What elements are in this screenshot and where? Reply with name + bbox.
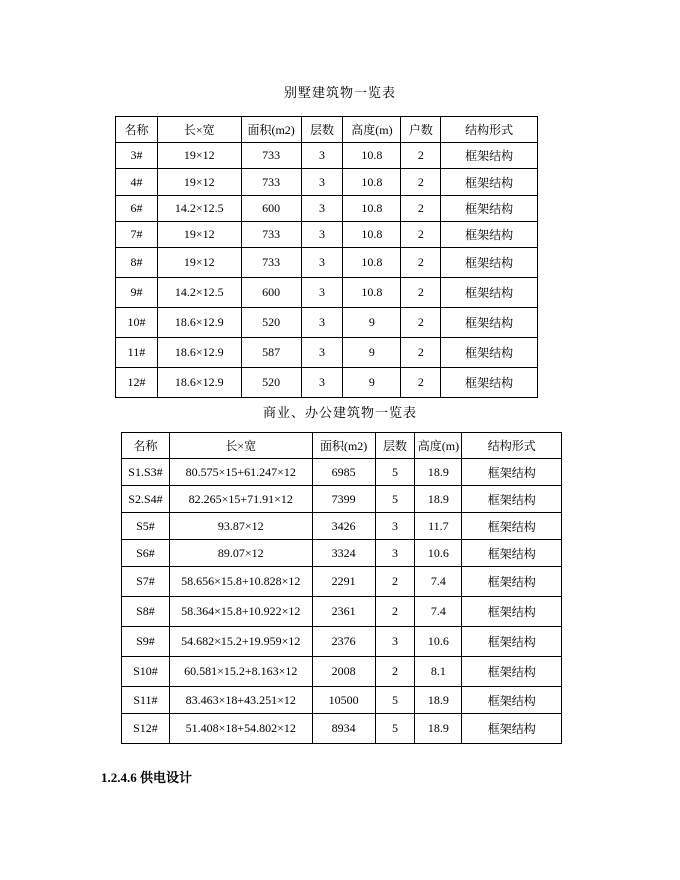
col-name: 名称 <box>122 433 170 459</box>
cell-units: 2 <box>401 278 441 308</box>
cell-dimensions: 93.87×12 <box>169 513 312 540</box>
cell-floors: 3 <box>301 338 343 368</box>
cell-name: S7# <box>122 567 170 597</box>
cell-structure: 框架结构 <box>441 278 538 308</box>
cell-name: 3# <box>116 143 158 169</box>
cell-floors: 3 <box>301 222 343 248</box>
cell-structure: 框架结构 <box>462 597 562 627</box>
cell-structure: 框架结构 <box>462 540 562 567</box>
cell-floors: 5 <box>375 486 415 513</box>
cell-name: 10# <box>116 308 158 338</box>
cell-area: 2291 <box>312 567 375 597</box>
table-row <box>122 687 562 714</box>
cell-dimensions: 80.575×15+61.247×12 <box>169 459 312 486</box>
cell-floors: 3 <box>301 248 343 278</box>
cell-height: 11.7 <box>415 513 462 540</box>
cell-name: S11# <box>122 687 170 714</box>
cell-structure: 框架结构 <box>462 657 562 687</box>
cell-units: 2 <box>401 248 441 278</box>
table-row <box>116 248 538 278</box>
cell-dimensions: 58.656×15.8+10.828×12 <box>169 567 312 597</box>
cell-area: 520 <box>241 308 301 338</box>
table-row <box>122 597 562 627</box>
cell-units: 2 <box>401 338 441 368</box>
col-dimensions: 长×宽 <box>169 433 312 459</box>
cell-floors: 3 <box>301 196 343 222</box>
cell-name: 8# <box>116 248 158 278</box>
cell-units: 2 <box>401 143 441 169</box>
cell-floors: 3 <box>375 513 415 540</box>
cell-floors: 3 <box>301 143 343 169</box>
cell-height: 7.4 <box>415 597 462 627</box>
cell-dimensions: 14.2×12.5 <box>157 278 241 308</box>
cell-structure: 框架结构 <box>462 687 562 714</box>
col-height: 高度(m) <box>415 433 462 459</box>
cell-height: 9 <box>343 368 401 398</box>
cell-structure: 框架结构 <box>441 368 538 398</box>
cell-structure: 框架结构 <box>441 222 538 248</box>
cell-structure: 框架结构 <box>462 567 562 597</box>
cell-height: 8.1 <box>415 657 462 687</box>
table-row <box>116 278 538 308</box>
cell-structure: 框架结构 <box>462 513 562 540</box>
table-row <box>116 196 538 222</box>
villa-buildings-table <box>115 116 538 398</box>
cell-units: 2 <box>401 308 441 338</box>
cell-height: 18.9 <box>415 486 462 513</box>
col-area: 面积(m2) <box>312 433 375 459</box>
cell-area: 7399 <box>312 486 375 513</box>
cell-name: 12# <box>116 368 158 398</box>
col-height: 高度(m) <box>343 117 401 143</box>
cell-area: 8934 <box>312 714 375 744</box>
cell-area: 733 <box>241 143 301 169</box>
cell-structure: 框架结构 <box>441 143 538 169</box>
cell-dimensions: 54.682×15.2+19.959×12 <box>169 627 312 657</box>
cell-floors: 2 <box>375 567 415 597</box>
cell-area: 520 <box>241 368 301 398</box>
cell-area: 3324 <box>312 540 375 567</box>
cell-height: 10.6 <box>415 540 462 567</box>
cell-area: 600 <box>241 278 301 308</box>
col-dimensions: 长×宽 <box>157 117 241 143</box>
cell-height: 18.9 <box>415 459 462 486</box>
cell-name: S9# <box>122 627 170 657</box>
cell-floors: 3 <box>301 278 343 308</box>
cell-name: S12# <box>122 714 170 744</box>
cell-name: 6# <box>116 196 158 222</box>
cell-height: 10.8 <box>343 248 401 278</box>
cell-height: 18.9 <box>415 687 462 714</box>
col-floors: 层数 <box>375 433 415 459</box>
col-units: 户数 <box>401 117 441 143</box>
cell-name: 7# <box>116 222 158 248</box>
cell-area: 10500 <box>312 687 375 714</box>
table-row <box>122 714 562 744</box>
cell-units: 2 <box>401 169 441 196</box>
cell-area: 600 <box>241 196 301 222</box>
cell-height: 10.8 <box>343 278 401 308</box>
cell-dimensions: 83.463×18+43.251×12 <box>169 687 312 714</box>
cell-name: 9# <box>116 278 158 308</box>
cell-height: 18.9 <box>415 714 462 744</box>
table-row <box>122 486 562 513</box>
cell-name: S6# <box>122 540 170 567</box>
cell-dimensions: 19×12 <box>157 143 241 169</box>
cell-area: 587 <box>241 338 301 368</box>
cell-height: 10.8 <box>343 169 401 196</box>
cell-floors: 3 <box>301 308 343 338</box>
cell-area: 2361 <box>312 597 375 627</box>
cell-height: 10.8 <box>343 143 401 169</box>
cell-floors: 5 <box>375 714 415 744</box>
cell-dimensions: 18.6×12.9 <box>157 338 241 368</box>
cell-area: 2376 <box>312 627 375 657</box>
cell-dimensions: 19×12 <box>157 169 241 196</box>
table-row <box>122 459 562 486</box>
table-row <box>122 567 562 597</box>
cell-dimensions: 19×12 <box>157 222 241 248</box>
cell-dimensions: 89.07×12 <box>169 540 312 567</box>
cell-dimensions: 82.265×15+71.91×12 <box>169 486 312 513</box>
table1-caption: 别墅建筑物一览表 <box>283 85 396 100</box>
cell-dimensions: 19×12 <box>157 248 241 278</box>
cell-dimensions: 58.364×15.8+10.922×12 <box>169 597 312 627</box>
cell-structure: 框架结构 <box>441 248 538 278</box>
cell-area: 6985 <box>312 459 375 486</box>
table-row <box>116 222 538 248</box>
cell-structure: 框架结构 <box>462 459 562 486</box>
section-title: 1.2.4.6 供电设计 <box>101 770 193 785</box>
cell-floors: 5 <box>375 459 415 486</box>
cell-structure: 框架结构 <box>441 169 538 196</box>
cell-name: S5# <box>122 513 170 540</box>
cell-area: 3426 <box>312 513 375 540</box>
cell-dimensions: 18.6×12.9 <box>157 368 241 398</box>
cell-name: S1.S3# <box>122 459 170 486</box>
cell-floors: 3 <box>375 627 415 657</box>
cell-structure: 框架结构 <box>462 486 562 513</box>
cell-height: 7.4 <box>415 567 462 597</box>
cell-name: S2.S4# <box>122 486 170 513</box>
cell-structure: 框架结构 <box>441 308 538 338</box>
cell-floors: 3 <box>301 368 343 398</box>
cell-height: 10.6 <box>415 627 462 657</box>
cell-units: 2 <box>401 196 441 222</box>
table-header-row <box>122 433 562 459</box>
table-row <box>116 169 538 196</box>
table-row <box>116 368 538 398</box>
cell-dimensions: 14.2×12.5 <box>157 196 241 222</box>
cell-area: 2008 <box>312 657 375 687</box>
col-area: 面积(m2) <box>241 117 301 143</box>
cell-floors: 3 <box>301 169 343 196</box>
table-row <box>122 513 562 540</box>
col-structure: 结构形式 <box>462 433 562 459</box>
table2-caption: 商业、办公建筑物一览表 <box>262 405 417 420</box>
cell-dimensions: 51.408×18+54.802×12 <box>169 714 312 744</box>
cell-floors: 5 <box>375 687 415 714</box>
cell-height: 9 <box>343 308 401 338</box>
cell-structure: 框架结构 <box>462 627 562 657</box>
table-row <box>116 338 538 368</box>
commercial-buildings-table <box>121 432 562 744</box>
cell-name: 11# <box>116 338 158 368</box>
cell-height: 10.8 <box>343 196 401 222</box>
cell-area: 733 <box>241 222 301 248</box>
table-row <box>116 143 538 169</box>
cell-height: 9 <box>343 338 401 368</box>
col-floors: 层数 <box>301 117 343 143</box>
cell-area: 733 <box>241 169 301 196</box>
cell-floors: 2 <box>375 657 415 687</box>
table-header-row <box>116 117 538 143</box>
cell-dimensions: 18.6×12.9 <box>157 308 241 338</box>
table-row <box>122 540 562 567</box>
cell-structure: 框架结构 <box>441 338 538 368</box>
cell-area: 733 <box>241 248 301 278</box>
cell-name: 4# <box>116 169 158 196</box>
table-row <box>116 308 538 338</box>
table-row <box>122 627 562 657</box>
col-name: 名称 <box>116 117 158 143</box>
cell-name: S10# <box>122 657 170 687</box>
cell-structure: 框架结构 <box>441 196 538 222</box>
cell-floors: 2 <box>375 597 415 627</box>
cell-structure: 框架结构 <box>462 714 562 744</box>
table-row <box>122 657 562 687</box>
cell-height: 10.8 <box>343 222 401 248</box>
cell-units: 2 <box>401 368 441 398</box>
cell-dimensions: 60.581×15.2+8.163×12 <box>169 657 312 687</box>
cell-name: S8# <box>122 597 170 627</box>
cell-units: 2 <box>401 222 441 248</box>
col-structure: 结构形式 <box>441 117 538 143</box>
cell-floors: 3 <box>375 540 415 567</box>
